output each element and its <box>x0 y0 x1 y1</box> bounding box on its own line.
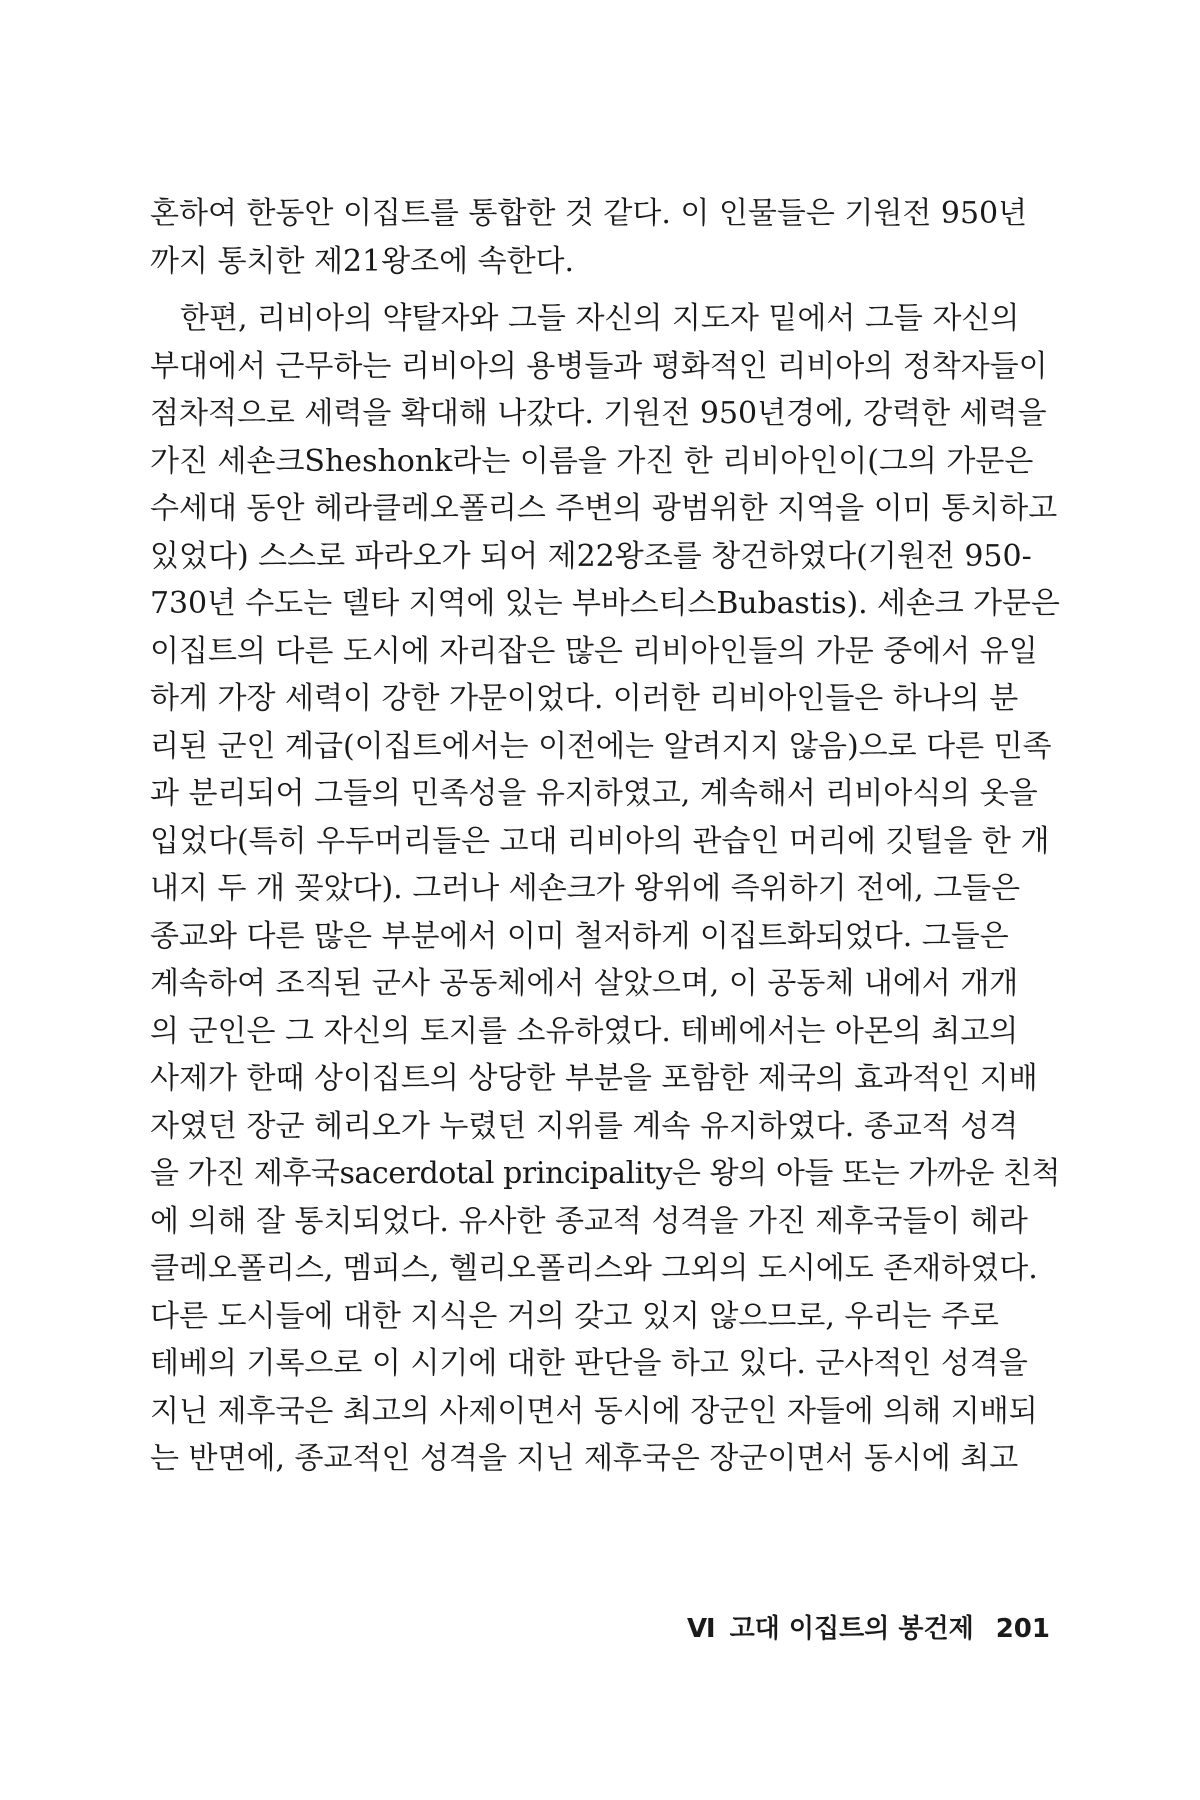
paragraph-gap <box>150 285 1060 295</box>
text-line: 다른 도시들에 대한 지식은 거의 갖고 있지 않으므로, 우리는 주로 <box>150 1298 999 1334</box>
text-line: 에 의해 잘 통치되었다. 유사한 종교적 성격을 가진 제후국들이 헤라 <box>150 1203 1028 1239</box>
text-line: 있었다) 스스로 파라오가 되어 제22왕조를 창건하였다(기원전 950- <box>150 538 1032 574</box>
running-footer <box>0 1608 1050 1645</box>
body-text <box>150 190 1060 1483</box>
text-line: 730년 수도는 델타 지역에 있는 부바스티스Bubastis). 세숀크 가문은 <box>150 586 1060 621</box>
text-line: 클레오폴리스, 멤피스, 헬리오폴리스와 그외의 도시에도 존재하였다. <box>150 1251 1038 1286</box>
text-line: 하게 가장 세력이 강한 가문이었다. 이러한 리비아인들은 하나의 분 <box>150 681 1019 716</box>
text-line: 이집트의 다른 도시에 자리잡은 많은 리비아인들의 가문 중에서 유일 <box>150 633 1038 669</box>
text-line: 계속하여 조직된 군사 공동체에서 살았으며, 이 공동체 내에서 개개 <box>150 966 1019 1001</box>
chapter-title: 고대 이집트의 봉건제 <box>729 1614 974 1644</box>
text-line: 까지 통치한 제21왕조에 속한다. <box>150 243 575 279</box>
text-line: 수세대 동안 헤라클레오폴리스 주변의 광범위한 지역을 이미 통치하고 <box>150 491 1058 526</box>
text-line: 사제가 한때 상이집트의 상당한 부분을 포함한 제국의 효과적인 지배 <box>150 1061 1038 1096</box>
text-line: 가진 세숀크Sheshonk라는 이름을 가진 한 리비아인이(그의 가문은 <box>150 443 1034 479</box>
page-number: 201 <box>995 1614 1050 1644</box>
paragraph <box>150 190 1060 285</box>
text-line: 과 분리되어 그들의 민족성을 유지하였고, 계속해서 리비아식의 옷을 <box>150 776 1038 811</box>
text-line: 종교와 다른 많은 부분에서 이미 철저하게 이집트화되었다. 그들은 <box>150 918 1009 954</box>
paragraph <box>150 295 1060 1483</box>
chapter-number: Ⅵ <box>686 1614 716 1644</box>
text-line: 리된 군인 계급(이집트에서는 이전에는 알려지지 않음)으로 다른 민족 <box>150 728 1052 764</box>
text-line: 한편, 리비아의 약탈자와 그들 자신의 지도자 밑에서 그들 자신의 <box>180 301 1020 336</box>
text-line: 부대에서 근무하는 리비아의 용병들과 평화적인 리비아의 정착자들이 <box>150 348 1048 384</box>
text-line: 입었다(특히 우두머리들은 고대 리비아의 관습인 머리에 깃털을 한 개 <box>150 823 1050 859</box>
text-line: 의 군인은 그 자신의 토지를 소유하였다. 테베에서는 아몬의 최고의 <box>150 1013 1019 1049</box>
text-line: 지닌 제후국은 최고의 사제이면서 동시에 장군인 자들에 의해 지배되 <box>150 1393 1038 1429</box>
text-line: 자였던 장군 헤리오가 누렸던 지위를 계속 유지하였다. 종교적 성격 <box>150 1108 1019 1144</box>
text-line: 는 반면에, 종교적인 성격을 지닌 제후국은 장군이면서 동시에 최고 <box>150 1441 1019 1476</box>
text-line: 혼하여 한동안 이집트를 통합한 것 같다. 이 인물들은 기원전 950년 <box>150 196 1028 231</box>
text-line: 테베의 기록으로 이 시기에 대한 판단을 하고 있다. 군사적인 성격을 <box>150 1346 1028 1381</box>
text-line: 점차적으로 세력을 확대해 나갔다. 기원전 950년경에, 강력한 세력을 <box>150 396 1047 431</box>
text-line: 을 가진 제후국sacerdotal principality은 왕의 아들 또는 가까운 친척 <box>150 1156 1061 1191</box>
text-line: 내지 두 개 꽂았다). 그러나 세숀크가 왕위에 즉위하기 전에, 그들은 <box>150 871 1021 906</box>
